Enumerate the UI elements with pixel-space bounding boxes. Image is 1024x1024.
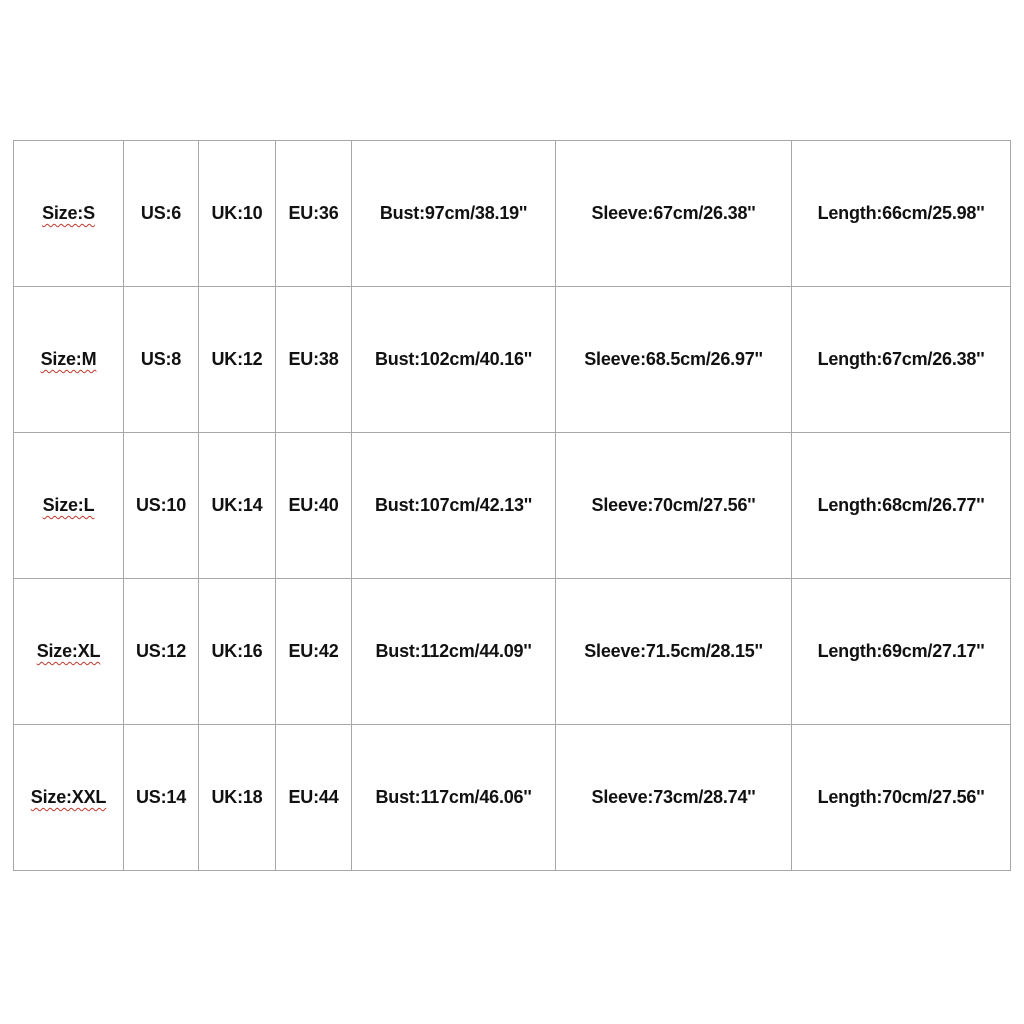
eu-size-cell: EU:36 [276,141,352,287]
length-cell: Length:68cm/26.77'' [792,433,1011,579]
length-cell: Length:70cm/27.56'' [792,725,1011,871]
length-cell: Length:67cm/26.38'' [792,287,1011,433]
size-cell [14,579,124,725]
table-row [14,141,1011,287]
eu-size-cell: EU:44 [276,725,352,871]
bust-cell: Bust:112cm/44.09'' [352,579,556,725]
sleeve-cell: Sleeve:71.5cm/28.15'' [556,579,792,725]
size-label: Size:S [42,203,95,223]
table-row [14,433,1011,579]
size-label: Size:L [42,495,95,515]
uk-size-cell: UK:18 [199,725,276,871]
eu-size-cell: EU:38 [276,287,352,433]
us-size-cell: US:8 [124,287,199,433]
bust-cell: Bust:97cm/38.19'' [352,141,556,287]
bust-cell: Bust:117cm/46.06'' [352,725,556,871]
size-label: Size:XL [36,641,101,661]
size-label: Size:XXL [30,787,107,807]
length-cell: Length:66cm/25.98'' [792,141,1011,287]
table-row [14,579,1011,725]
us-size-cell: US:10 [124,433,199,579]
size-cell [14,433,124,579]
size-cell [14,725,124,871]
size-cell [14,287,124,433]
uk-size-cell: UK:12 [199,287,276,433]
bust-cell: Bust:107cm/42.13'' [352,433,556,579]
bust-cell: Bust:102cm/40.16'' [352,287,556,433]
table-row [14,725,1011,871]
size-cell [14,141,124,287]
sleeve-cell: Sleeve:68.5cm/26.97'' [556,287,792,433]
sleeve-cell: Sleeve:73cm/28.74'' [556,725,792,871]
table-row [14,287,1011,433]
us-size-cell: US:12 [124,579,199,725]
us-size-cell: US:14 [124,725,199,871]
uk-size-cell: UK:10 [199,141,276,287]
length-cell: Length:69cm/27.17'' [792,579,1011,725]
eu-size-cell: EU:40 [276,433,352,579]
size-label: Size:M [40,349,97,369]
sleeve-cell: Sleeve:67cm/26.38'' [556,141,792,287]
us-size-cell: US:6 [124,141,199,287]
size-chart-table [13,140,1011,871]
sleeve-cell: Sleeve:70cm/27.56'' [556,433,792,579]
eu-size-cell: EU:42 [276,579,352,725]
uk-size-cell: UK:16 [199,579,276,725]
uk-size-cell: UK:14 [199,433,276,579]
